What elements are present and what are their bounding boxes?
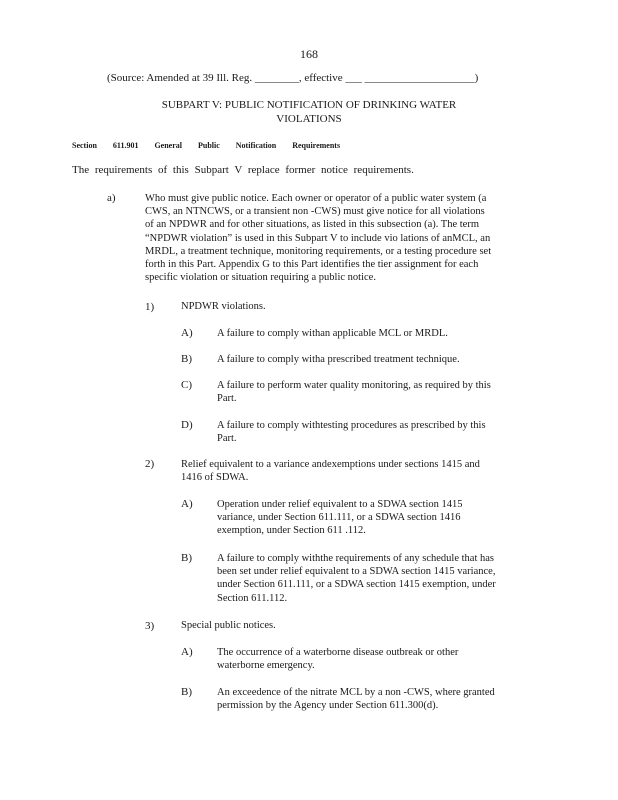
item-1B-text [217, 353, 537, 366]
text-line: specific violation or situation requiring a public notice. [145, 272, 376, 284]
text-line: 1416 of SDWA. [181, 472, 249, 484]
item-1-label: 1) [145, 301, 155, 313]
text-line: A failure to perform water quality monitoring, as required by this [217, 380, 491, 391]
item-3A-label: A) [181, 646, 193, 658]
item-1D-text [217, 419, 537, 445]
text-line: of an NPDWR and for other situations, as listed in this subsection (a). The term [145, 219, 479, 231]
item-3-text: Special public notices. [181, 620, 276, 631]
intro-paragraph: The requirements of this Subpart V replace former notice requirements. [72, 164, 414, 176]
text-line: Part. [217, 433, 237, 445]
text-line: CWS, an NTNCWS, or a transient non -CWS) must give notice for all violations [145, 206, 485, 218]
item-3B-label: B) [181, 686, 192, 698]
text-line: variance, under Section 611.111, or a SDWA section 1416 [217, 512, 461, 524]
text-line: permission by the Agency under Section 611.300(d). [217, 700, 439, 712]
text-line: been set under relief equivalent to a SDWA section 1415 variance, [217, 566, 496, 578]
text-line: The occurrence of a waterborne disease outbreak or other [217, 647, 459, 658]
subpart-title-line-1: SUBPART V: PUBLIC NOTIFICATION OF DRINKING WATER [161, 99, 457, 111]
item-2-text [181, 458, 531, 484]
text-line: A failure to comply withtesting procedures as prescribed by this [217, 420, 486, 431]
subsection-a-label: a) [107, 192, 116, 204]
item-1A-text [217, 327, 537, 340]
section-heading: Section 611.901 General Public Notification Requirements [72, 141, 341, 150]
text-line: A failure to comply witha prescribed treatment technique. [217, 354, 460, 365]
item-2A-label: A) [181, 498, 193, 510]
text-line: An exceedence of the nitrate MCL by a non -CWS, where granted [217, 687, 495, 698]
item-1C-text [217, 379, 537, 405]
text-line: exemption, under Section 611 .112. [217, 525, 366, 537]
text-line: Section 611.112. [217, 592, 288, 604]
text-line: Relief equivalent to a variance andexemptions under sections 1415 and [181, 459, 480, 470]
item-2A-text [217, 498, 517, 538]
subpart-title-line-2: VIOLATIONS [276, 113, 342, 125]
item-3-label: 3) [145, 620, 155, 632]
text-line: Part. [217, 393, 237, 405]
text-line: Who must give public notice. Each owner or operator of a public water system (a [145, 193, 487, 204]
text-line: A failure to comply withthe requirements of any schedule that has [217, 553, 495, 564]
item-2B-label: B) [181, 552, 192, 564]
item-1D-label: D) [181, 419, 193, 431]
subsection-a-text [145, 192, 541, 284]
text-line: under Section 611.111, or a SDWA section 1415 exemption, under [217, 579, 496, 591]
item-1A-label: A) [181, 327, 193, 339]
item-3B-text [217, 686, 537, 712]
text-line: Operation under relief equivalent to a SDWA section 1415 [217, 499, 463, 510]
item-1-text: NPDWR violations. [181, 301, 266, 312]
text-line: waterborne emergency. [217, 660, 315, 672]
text-line: MRDL, a treatment technique, monitoring requirements, or a testing procedure set [145, 245, 492, 257]
source-note: (Source: Amended at 39 Ill. Reg. ________, effective ___ ____________________) [107, 72, 479, 84]
text-line: A failure to comply withan applicable MCL or MRDL. [217, 328, 448, 339]
item-1C-label: C) [181, 379, 192, 391]
item-1B-label: B) [181, 353, 192, 365]
text-line: forth in this Part. Appendix G to this Part identifies the tier assignment for each [145, 259, 479, 271]
text-line: “NPDWR violation” is used in this Subpart V to include vio lations of anMCL, an [145, 232, 491, 244]
page-number: 168 [300, 47, 318, 61]
item-3A-text [217, 646, 507, 672]
item-2-label: 2) [145, 458, 155, 470]
item-2B-text [217, 552, 537, 605]
